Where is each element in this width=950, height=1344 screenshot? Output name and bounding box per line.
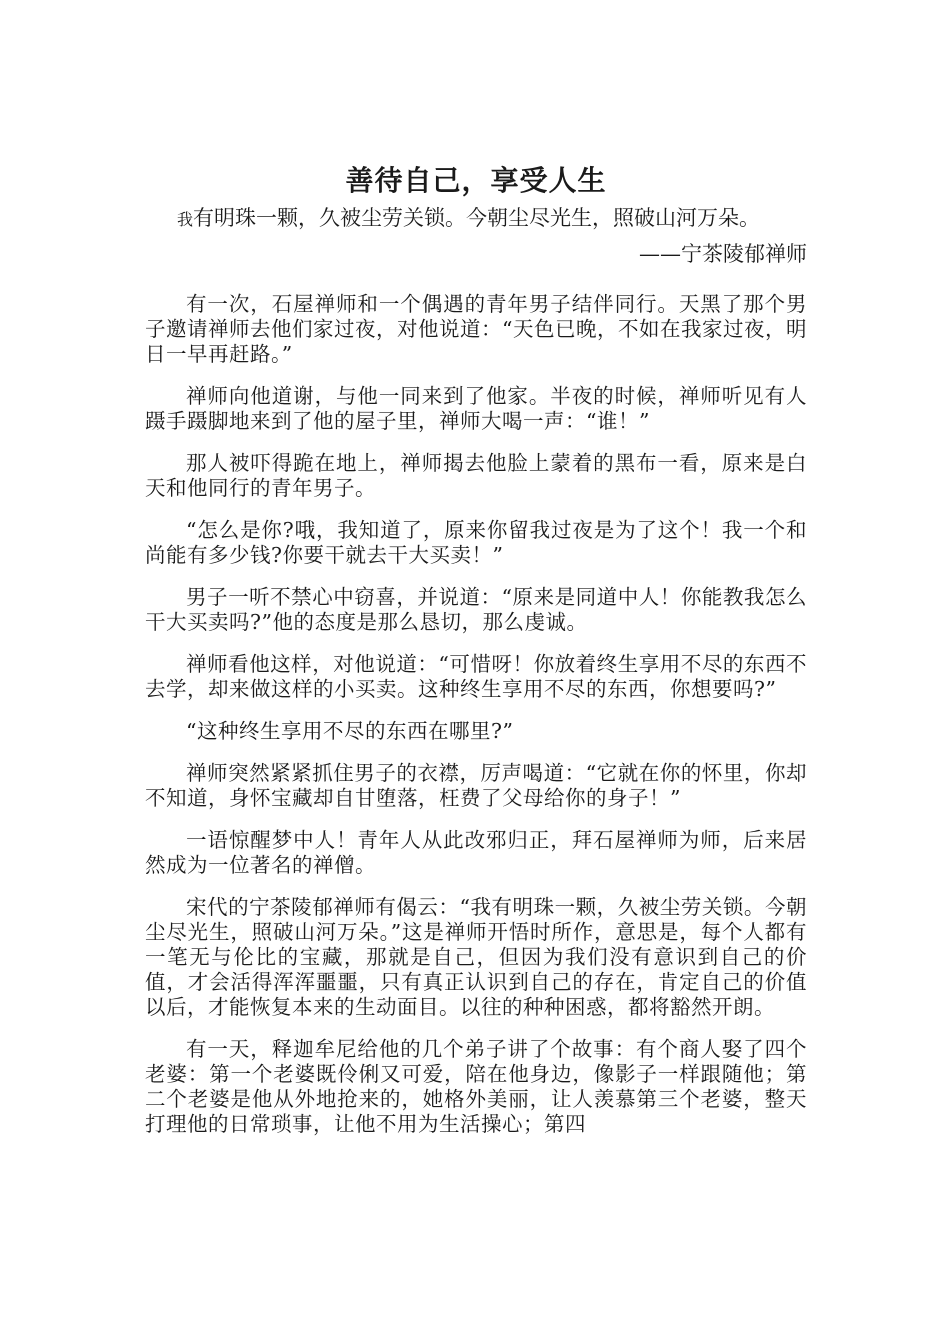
document-page — [145, 160, 807, 1154]
paragraph: 那人被吓得跪在地上，禅师揭去他脸上蒙着的黑布一看，原来是白天和他同行的青年男子。 — [145, 451, 807, 500]
epigraph-attribution: ——宁茶陵郁禅师 — [639, 242, 807, 266]
document-title: 善待自己，享受人生 — [345, 164, 607, 197]
document-body — [145, 292, 807, 1137]
epigraph-text: 有明珠一颗，久被尘劳关锁。今朝尘尽光生，照破山河万朵。 — [193, 206, 761, 230]
paragraph: 宋代的宁茶陵郁禅师有偈云：“我有明珠一颗，久被尘劳关锁。今朝尘尽光生，照破山河万朵。”这是禅师开悟时所作，意思是，每个人都有一笔无与伦比的宝藏，那就是自己，但因为我们没有意识到自己的价值，才会活得浑浑噩噩，只有真正认识到自己的存在，肯定自己的价值以后，才能恢复本来的生动面目。以往的种种困惑，都将豁然开朗。 — [145, 895, 807, 1019]
epigraph-verse — [145, 202, 807, 236]
paragraph: 禅师突然紧紧抓住男子的衣襟，厉声喝道：“它就在你的怀里，你却不知道，身怀宝藏却自甘堕落，枉费了父母给你的身子！” — [145, 761, 807, 810]
paragraph: 禅师看他这样，对他说道：“可惜呀！你放着终生享用不尽的东西不去学，却来做这样的小买卖。这种终生享用不尽的东西，你想要吗?” — [145, 652, 807, 701]
paragraph: 一语惊醒梦中人！青年人从此改邪归正，拜石屋禅师为师，后来居然成为一位著名的禅僧。 — [145, 828, 807, 877]
paragraph: 男子一听不禁心中窃喜，并说道：“原来是同道中人！你能教我怎么干大买卖吗?”他的态度是那么恳切，那么虔诚。 — [145, 585, 807, 634]
paragraph: “这种终生享用不尽的东西在哪里?” — [186, 719, 514, 743]
paragraph: 有一天，释迦牟尼给他的几个弟子讲了个故事：有个商人娶了四个老婆：第一个老婆既伶俐又可爱，陪在他身边，像影子一样跟随他；第二个老婆是他从外地抢来的，她格外美丽，让人羡慕第三个老婆，整天打理他的日常琐事，让他不用为生活操心；第四 — [145, 1037, 807, 1136]
paragraph: 禅师向他道谢，与他一同来到了他家。半夜的时候，禅师听见有人蹑手蹑脚地来到了他的屋子里，禅师大喝一声：“谁！” — [145, 384, 807, 433]
paragraph: “怎么是你?哦，我知道了，原来你留我过夜是为了这个！我一个和尚能有多少钱?你要干就去干大买卖！” — [145, 518, 807, 567]
paragraph: 有一次，石屋禅师和一个偶遇的青年男子结伴同行。天黑了那个男子邀请禅师去他们家过夜，对他说道：“天色已晚，不如在我家过夜，明日一早再赶路。” — [145, 292, 807, 366]
epigraph-first-char: 我 — [177, 210, 194, 229]
